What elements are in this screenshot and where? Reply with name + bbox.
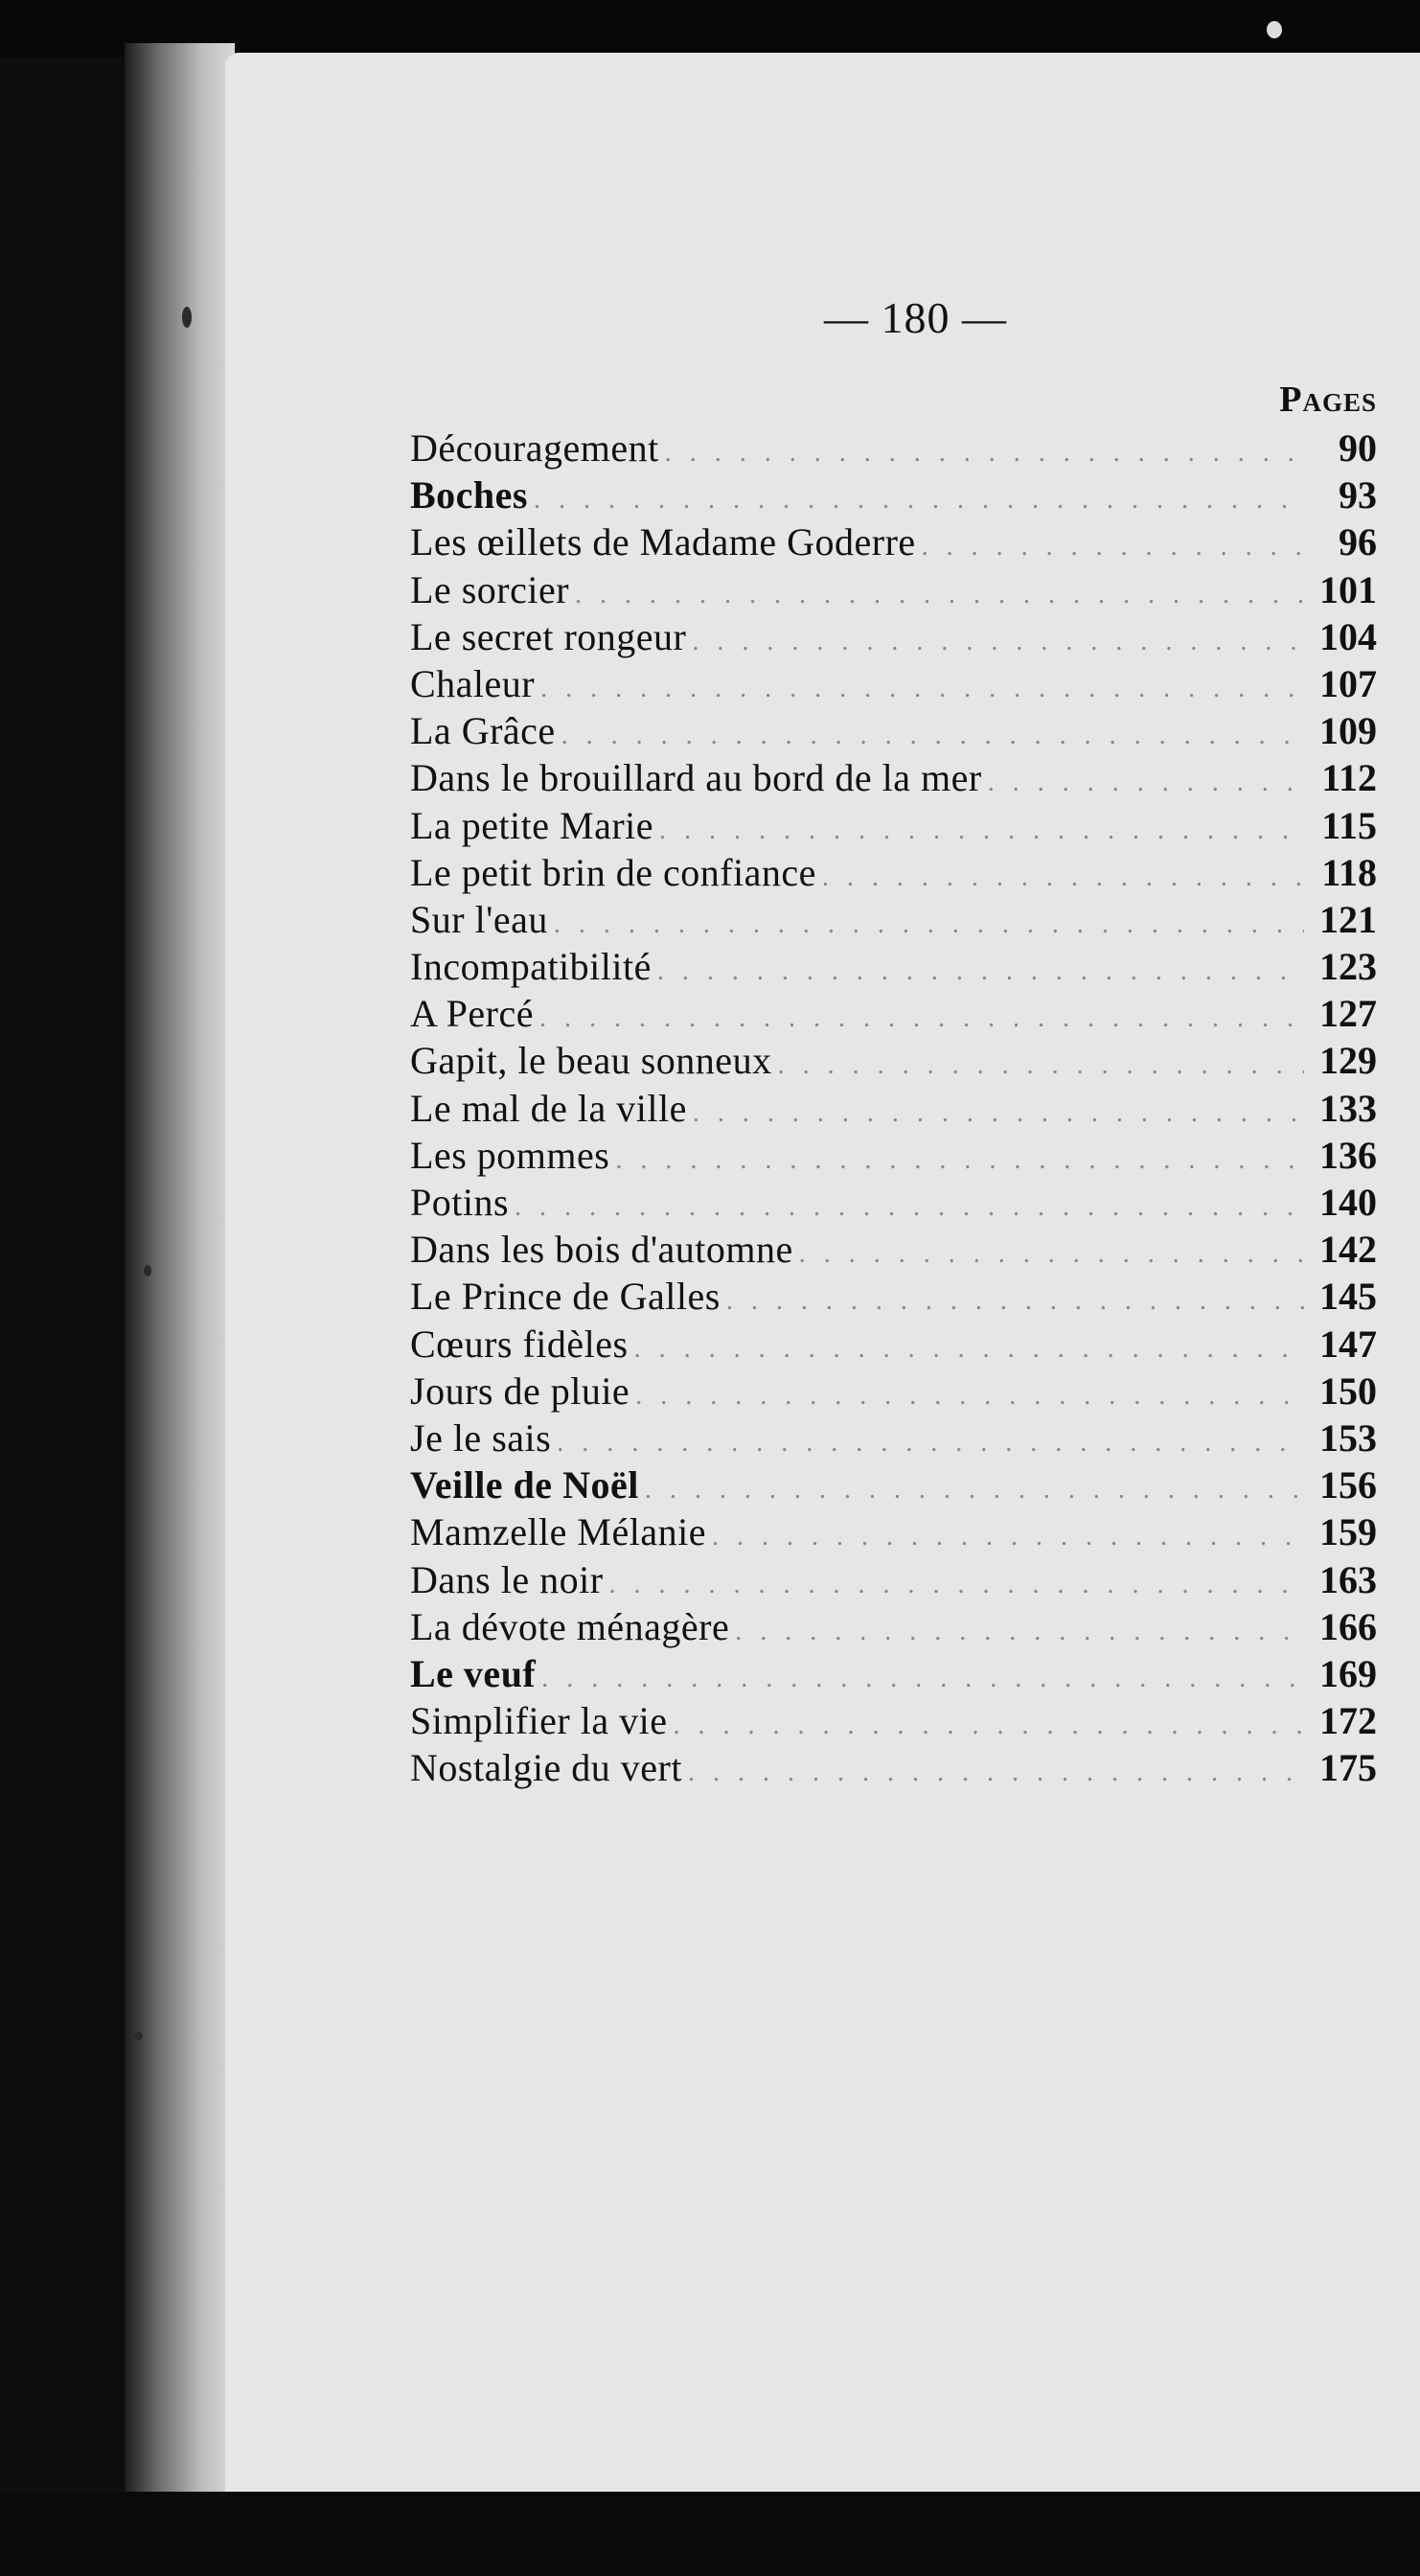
scan-speck xyxy=(1267,21,1282,38)
toc-entry-page: 104 xyxy=(1319,614,1377,658)
scan-speck xyxy=(182,307,192,328)
toc-entry xyxy=(410,803,1377,850)
toc-entry-title: Potins xyxy=(410,1181,510,1224)
toc-entry-page: 127 xyxy=(1319,992,1377,1036)
toc-entry xyxy=(410,1274,1377,1321)
toc-entry xyxy=(410,1180,1377,1227)
dot-leader xyxy=(988,768,1304,798)
toc-entry-page: 150 xyxy=(1319,1368,1377,1413)
toc-entry-title: Sur l'eau xyxy=(410,897,548,941)
dot-leader xyxy=(735,1617,1304,1647)
toc-entry xyxy=(410,897,1377,944)
toc-entry xyxy=(410,850,1377,897)
toc-entry-title: Les œillets de Madame Goderre xyxy=(410,520,916,564)
toc-entry-page: 109 xyxy=(1319,709,1377,753)
toc-entry-page: 140 xyxy=(1319,1181,1377,1224)
toc-entry xyxy=(410,426,1377,472)
toc-entry-page: 121 xyxy=(1319,897,1377,941)
toc-entry xyxy=(410,567,1377,614)
toc-entry-title: Les pommes xyxy=(410,1133,610,1177)
toc-entry-title: Je le sais xyxy=(410,1415,552,1460)
toc-entry-page: 169 xyxy=(1319,1651,1377,1695)
scan-speck xyxy=(134,2032,143,2040)
toc-entry-title: Le petit brin de confiance xyxy=(410,850,816,894)
dot-leader xyxy=(778,1050,1304,1081)
dot-leader xyxy=(922,532,1304,563)
toc-entry xyxy=(410,755,1377,802)
toc-entry-page: 145 xyxy=(1319,1275,1377,1319)
toc-entry xyxy=(410,1322,1377,1368)
toc-entry-page: 136 xyxy=(1319,1133,1377,1177)
toc-entry-title: Dans le noir xyxy=(410,1557,604,1601)
toc-entry xyxy=(410,708,1377,755)
dot-leader xyxy=(561,721,1304,751)
toc-entry xyxy=(410,944,1377,991)
dot-leader xyxy=(673,1711,1304,1741)
toc-entry xyxy=(410,991,1377,1038)
dot-leader xyxy=(554,909,1304,940)
toc-entry-title: La dévote ménagère xyxy=(410,1604,730,1648)
scan-bottom-border xyxy=(0,2492,1420,2576)
toc-entry-title: Boches xyxy=(410,473,528,518)
toc-entry xyxy=(410,519,1377,566)
toc-entry-title: Veille de Noël xyxy=(410,1463,639,1507)
toc-entry-page: 156 xyxy=(1319,1463,1377,1507)
toc-entry-title: Dans les bois d'automne xyxy=(410,1228,793,1272)
toc-entry xyxy=(410,1604,1377,1651)
dot-leader xyxy=(688,1758,1304,1788)
toc-entry-title: Le veuf xyxy=(410,1651,537,1695)
pages-column-header: Pages xyxy=(1279,380,1377,420)
toc-entry-page: 133 xyxy=(1319,1086,1377,1130)
toc-entry-title: Le sorcier xyxy=(410,567,570,611)
toc-entry-title: Incompatibilité xyxy=(410,945,652,989)
toc-entry-page: 172 xyxy=(1319,1699,1377,1743)
toc-entry-title: Nostalgie du vert xyxy=(410,1746,682,1790)
toc-entry-page: 123 xyxy=(1319,945,1377,989)
toc-entry-title: Le Prince de Galles xyxy=(410,1275,721,1319)
table-of-contents xyxy=(410,426,1377,1792)
toc-entry-title: Découragement xyxy=(410,426,659,470)
dot-leader xyxy=(693,1098,1304,1129)
toc-entry-page: 115 xyxy=(1321,803,1377,847)
toc-entry xyxy=(410,1133,1377,1180)
dot-leader xyxy=(557,1428,1304,1459)
toc-entry-title: A Percé xyxy=(410,992,535,1036)
page-number: — 180 — xyxy=(824,293,1007,342)
dot-leader xyxy=(515,1192,1304,1223)
dot-leader xyxy=(822,862,1304,893)
toc-entry-page: 90 xyxy=(1339,426,1377,470)
toc-entry xyxy=(410,1038,1377,1085)
toc-entry-page: 118 xyxy=(1321,850,1377,894)
toc-entry-page: 93 xyxy=(1339,473,1377,518)
dot-leader xyxy=(609,1570,1304,1600)
toc-entry xyxy=(410,1698,1377,1745)
toc-entry-title: Simplifier la vie xyxy=(410,1699,668,1743)
toc-entry-title: Chaleur xyxy=(410,661,536,705)
toc-entry-title: Dans le brouillard au bord de la mer xyxy=(410,756,982,800)
toc-entry xyxy=(410,1415,1377,1462)
dot-leader xyxy=(540,674,1304,704)
toc-entry xyxy=(410,1368,1377,1415)
toc-entry-title: Gapit, le beau sonneux xyxy=(410,1039,772,1083)
toc-entry-title: Le mal de la ville xyxy=(410,1086,687,1130)
toc-entry xyxy=(410,472,1377,519)
toc-entry-page: 166 xyxy=(1319,1604,1377,1648)
toc-entry-page: 163 xyxy=(1319,1557,1377,1601)
toc-entry-page: 129 xyxy=(1319,1039,1377,1083)
dot-leader xyxy=(539,1003,1304,1034)
dot-leader xyxy=(615,1145,1304,1176)
dot-leader xyxy=(665,438,1304,469)
toc-entry-page: 107 xyxy=(1319,661,1377,705)
toc-entry xyxy=(410,1651,1377,1698)
toc-entry-title: Le secret rongeur xyxy=(410,614,687,658)
dot-leader xyxy=(645,1475,1304,1506)
book-gutter xyxy=(125,43,235,2516)
toc-entry xyxy=(410,661,1377,708)
toc-entry-title: Mamzelle Mélanie xyxy=(410,1510,706,1554)
dot-leader xyxy=(726,1286,1304,1317)
dot-leader xyxy=(534,485,1304,516)
scan-speck xyxy=(144,1265,151,1276)
toc-entry-page: 96 xyxy=(1339,520,1377,564)
toc-entry-page: 159 xyxy=(1319,1510,1377,1554)
dot-leader xyxy=(541,1664,1304,1694)
toc-entry-page: 142 xyxy=(1319,1228,1377,1272)
dot-leader xyxy=(659,816,1304,846)
toc-entry xyxy=(410,1227,1377,1274)
dot-leader xyxy=(575,580,1304,610)
dot-leader xyxy=(712,1522,1304,1552)
dot-leader xyxy=(635,1381,1304,1412)
toc-entry-page: 153 xyxy=(1319,1415,1377,1460)
toc-entry-page: 147 xyxy=(1319,1322,1377,1366)
toc-entry-page: 175 xyxy=(1319,1746,1377,1790)
dot-leader xyxy=(634,1334,1304,1365)
toc-entry xyxy=(410,1086,1377,1133)
toc-entry-title: La petite Marie xyxy=(410,803,654,847)
toc-entry-page: 101 xyxy=(1319,567,1377,611)
toc-entry xyxy=(410,1745,1377,1792)
toc-entry-title: Jours de pluie xyxy=(410,1368,630,1413)
toc-entry xyxy=(410,1557,1377,1604)
dot-leader xyxy=(692,627,1304,657)
toc-entry xyxy=(410,1509,1377,1556)
dot-leader xyxy=(799,1239,1304,1270)
toc-entry-title: Cœurs fidèles xyxy=(410,1322,629,1366)
toc-entry-page: 112 xyxy=(1321,756,1377,800)
dot-leader xyxy=(657,956,1304,987)
toc-entry xyxy=(410,1462,1377,1509)
toc-entry-title: La Grâce xyxy=(410,709,556,753)
toc-entry xyxy=(410,614,1377,661)
